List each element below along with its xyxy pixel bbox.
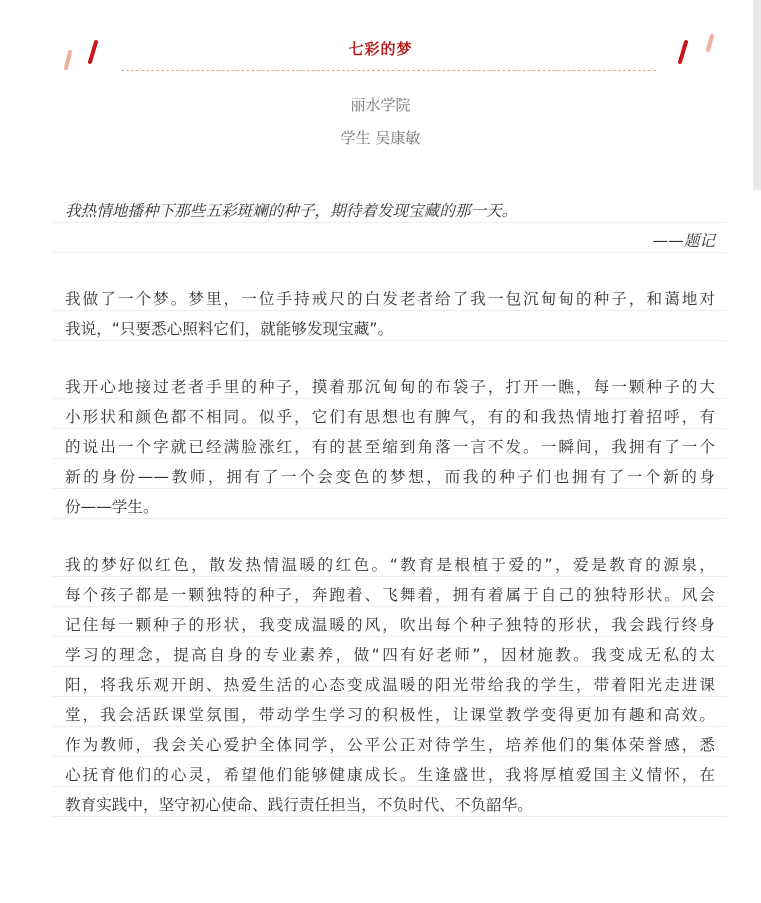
paragraph-line: 教育实践中，坚守初心使命、践行责任担当，不负时代、不负韶华。	[65, 790, 715, 820]
author-name: 学生 吴康敏	[340, 129, 421, 147]
paragraph	[65, 550, 715, 820]
paragraph-line: 我做了一个梦。梦里，一位手持戒尺的白发老者给了我一包沉甸甸的种子，和蔼地对	[65, 284, 715, 314]
epigraph-text: 我热情地播种下那些五彩斑斓的种子，期待着发现宝藏的那一天。	[65, 196, 715, 226]
paragraph-line: 阳，将我乐观开朗、热爱生活的心态变成温暖的阳光带给我的学生，带着阳光走进课	[65, 670, 715, 700]
paragraph-line: 的说出一个字就已经满脸涨红，有的甚至缩到角落一言不发。一瞬间，我拥有了一个	[65, 432, 715, 462]
paragraph-line: 小形状和颜色都不相同。似乎，它们有思想也有脾气，有的和我热情地打着招呼，有	[65, 402, 715, 432]
paragraph-line: 我说，“只要悉心照料它们，就能够发现宝藏”。	[65, 314, 715, 344]
epigraph-attribution: ——题记	[65, 226, 715, 256]
school-name: 丽水学院	[350, 96, 411, 114]
paragraph	[65, 372, 715, 522]
paragraph-line: 我的梦好似红色，散发热情温暖的红色。“教育是根植于爱的”，爱是教育的源泉，	[65, 550, 715, 580]
paragraph-line: 心抚育他们的心灵，希望他们能够健康成长。生逢盛世，我将厚植爱国主义情怀，在	[65, 760, 715, 790]
article-title: 七彩的梦	[348, 40, 413, 58]
scrollbar[interactable]	[753, 0, 761, 190]
article-body	[65, 196, 715, 820]
paragraph-line: 我开心地接过老者手里的种子，摸着那沉甸甸的布袋子，打开一瞧，每一颗种子的大	[65, 372, 715, 402]
right-slash-decoration	[672, 30, 722, 66]
paragraph-line: 每个孩子都是一颗独特的种子，奔跑着、飞舞着，拥有着属于自己的独特形状。风会	[65, 580, 715, 610]
paragraph-line: 份——学生。	[65, 492, 715, 522]
paragraph-line: 堂，我会活跃课堂氛围，带动学生学习的积极性，让课堂教学变得更加有趣和高效。	[65, 700, 715, 730]
article-header	[0, 0, 761, 80]
paragraph-line: 新的身份——教师，拥有了一个会变色的梦想，而我的种子们也拥有了一个新的身	[65, 462, 715, 492]
title-divider	[121, 70, 656, 71]
paragraph-line: 学习的理念，提高自身的专业素养，做“四有好老师”，因材施教。我变成无私的太	[65, 640, 715, 670]
paragraph-line: 作为教师，我会关心爱护全体同学，公平公正对待学生，培养他们的集体荣誉感，悉	[65, 730, 715, 760]
paragraph-line: 记住每一颗种子的形状，我变成温暖的风，吹出每个种子独特的形状，我会践行终身	[65, 610, 715, 640]
paragraph	[65, 284, 715, 344]
